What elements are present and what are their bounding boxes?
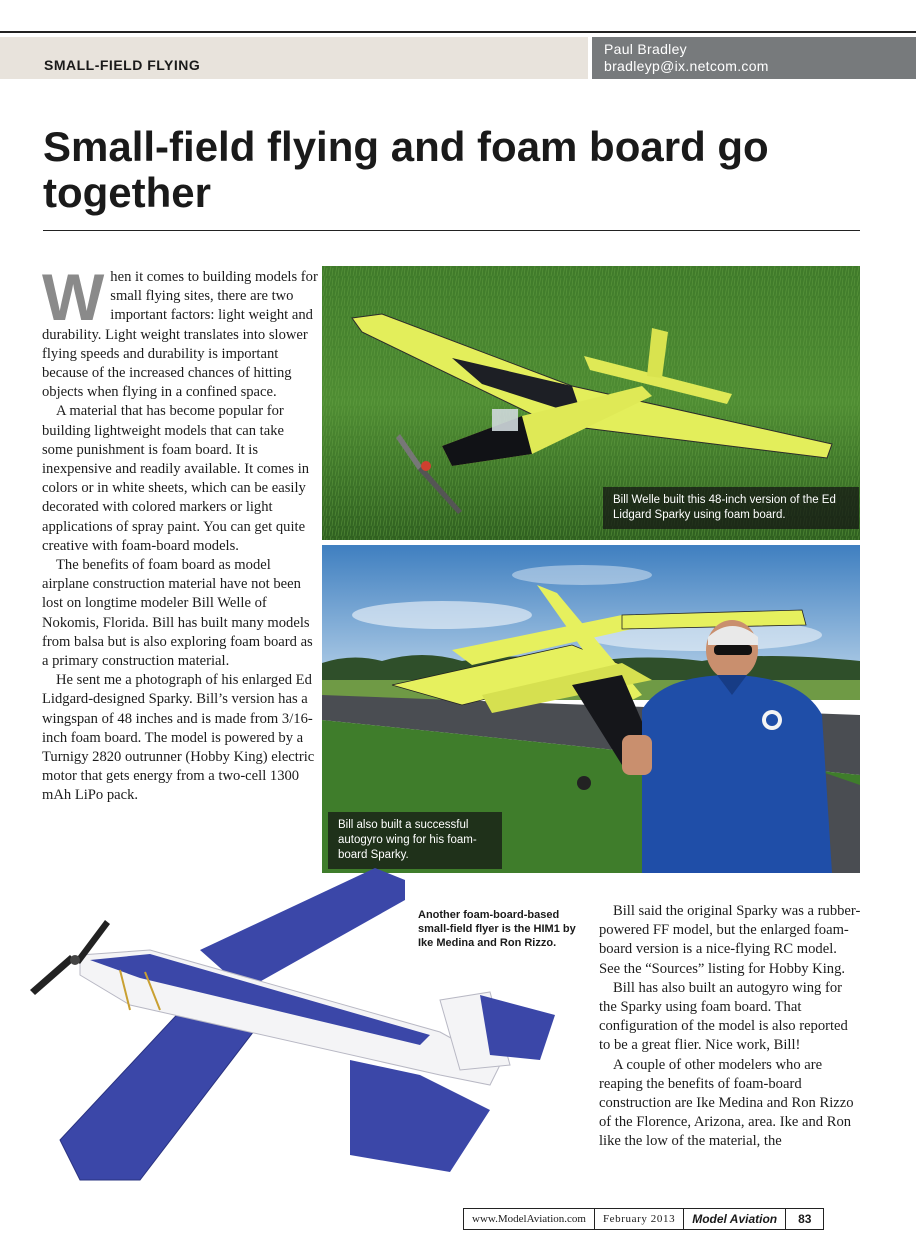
paragraph: The benefits of foam board as model airplane construction material have not been lost on longtime modeler Bill Welle of Nokomis, Florida. Bill has built many models from balsa but is also exploring foam board as a primary construction material. xyxy=(42,557,313,670)
photo3-caption: Another foam-board-based small-field flyer is the HIM1 by Ike Medina and Ron Rizzo. xyxy=(418,909,576,949)
paragraph: Bill has also built an autogyro wing for the Sparky using foam board. That configuration of the model is also reported to be a great flier. Nice work, Bill! xyxy=(599,979,848,1054)
author-name: Paul Bradley xyxy=(604,41,687,57)
paragraph: A material that has become popular for building lightweight models that can take some punishment is foam board. It is inexpensive and readily available. It comes in colors or in white sheets, which can be easily decorated with colored markers or light applications of spray paint. You can get quite creative with foam-board models. xyxy=(42,403,310,554)
section-label: SMALL-FIELD FLYING xyxy=(44,57,201,73)
article-column-1 xyxy=(42,260,318,806)
drop-cap: W xyxy=(42,260,105,334)
top-rule xyxy=(0,31,916,33)
article-column-2 xyxy=(599,902,861,1152)
photo2-caption: Bill also built a successful autogyro wing for his foam-board Sparky. xyxy=(328,812,502,869)
paragraph: A couple of other modelers who are reaping the benefits of foam-board construction are Ike Medina and Ron Rizzo of the Florence, Arizona, area. Ike and Ron like the low of the material, the xyxy=(599,1056,854,1150)
page-number: 83 xyxy=(798,1212,812,1226)
footer-date: February 2013 xyxy=(595,1209,684,1229)
paragraph-text: hen it comes to building models for small flying sites, there are two important factors: light weight and durability. Light weight translates into slower flying speeds and durability is important because of the increased chances of hitting objects when flying in a confined space. xyxy=(42,269,318,401)
footer-url[interactable]: www.ModelAviation.com xyxy=(464,1209,595,1229)
photo1-caption: Bill Welle built this 48-inch version of the Ed Lidgard Sparky using foam board. xyxy=(603,487,859,529)
article-title: Small-field flying and foam board go together xyxy=(43,123,769,216)
title-rule xyxy=(43,230,860,231)
paragraph xyxy=(42,260,318,402)
paragraph: He sent me a photograph of his enlarged Ed Lidgard-designed Sparky. Bill’s version has a wingspan of 48 inches and is made from 3/16-inch foam board. The model is powered by a Turnigy 2820 outrunner (Hobby King) electric motor that gets energy from a two-cell 1300 mAh LiPo pack. xyxy=(42,672,315,804)
paragraph: Bill said the original Sparky was a rubber-powered FF model, but the enlarged foam-board version is a nice-flying RC model. See the “Sources” listing for Hobby King. xyxy=(599,903,861,977)
author-email[interactable]: bradleyp@ix.netcom.com xyxy=(604,58,769,74)
page-footer xyxy=(463,1208,824,1230)
footer-magazine: Model Aviation xyxy=(684,1209,786,1229)
